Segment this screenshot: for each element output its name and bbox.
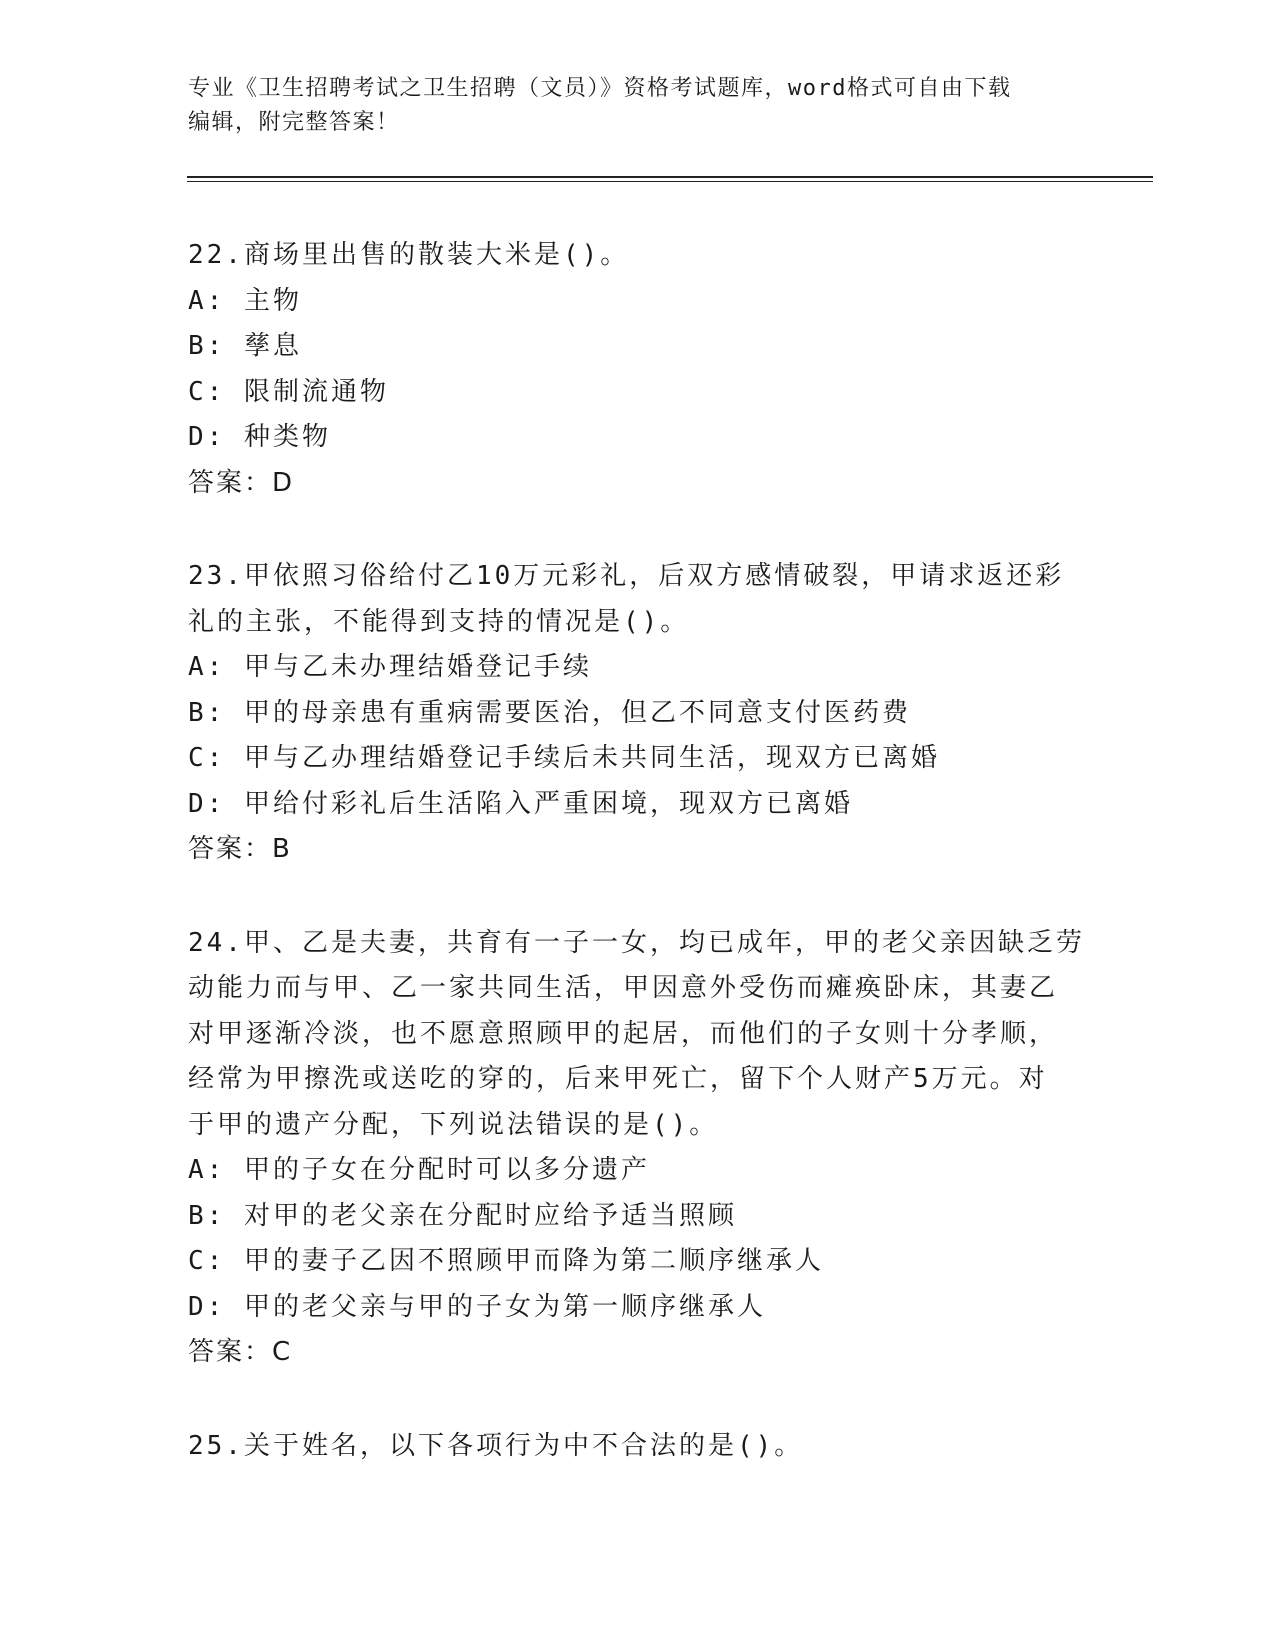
header-divider <box>187 176 1153 182</box>
header-line-1: 专业《卫生招聘考试之卫生招聘（文员）》资格考试题库，word格式可自由下载 <box>188 76 1012 101</box>
stem-line: 24.甲、乙是夫妻，共育有一子一女，均已成年，甲的老父亲因缺乏劳 <box>188 927 1085 958</box>
question-stem <box>188 1424 1088 1470</box>
question-25 <box>188 1424 1088 1470</box>
option-d: D: 种类物 <box>188 422 331 452</box>
header-line-2: 编辑，附完整答案！ <box>188 110 400 135</box>
option-a: A: 甲的子女在分配时可以多分遗产 <box>188 1155 650 1185</box>
question-24 <box>188 921 1088 1376</box>
stem-line: 礼的主张，不能得到支持的情况是()。 <box>188 606 690 637</box>
option-d: D: 甲的老父亲与甲的子女为第一顺序继承人 <box>188 1291 766 1322</box>
question-stem <box>188 554 1088 645</box>
question-stem <box>188 921 1088 1149</box>
option-d: D: 甲给付彩礼后生活陷入严重困境，现双方已离婚 <box>188 788 853 819</box>
question-list <box>188 233 1088 1517</box>
stem-line: 经常为甲擦洗或送吃的穿的，后来甲死亡，留下个人财产5万元。对 <box>188 1064 1048 1094</box>
question-22 <box>188 233 1088 506</box>
question-stem <box>188 233 1088 279</box>
option-b: B: 甲的母亲患有重病需要医治，但乙不同意支付医药费 <box>188 697 911 728</box>
option-c: C: 甲与乙办理结婚登记手续后未共同生活，现双方已离婚 <box>188 743 940 773</box>
option-a: A: 甲与乙未办理结婚登记手续 <box>188 652 592 682</box>
option-c: C: 甲的妻子乙因不照顾甲而降为第二顺序继承人 <box>188 1246 824 1276</box>
option-a: A: 主物 <box>188 285 302 316</box>
document-header <box>188 72 1068 140</box>
stem-line: 23.甲依照习俗给付乙10万元彩礼，后双方感情破裂，甲请求返还彩 <box>188 561 1065 591</box>
option-c: C: 限制流通物 <box>188 376 389 407</box>
option-b: B: 孳息 <box>188 331 302 361</box>
stem-line: 动能力而与甲、乙一家共同生活，甲因意外受伤而瘫痪卧床，其妻乙 <box>188 973 1059 1003</box>
stem-line: 25.关于姓名，以下各项行为中不合法的是()。 <box>188 1430 804 1461</box>
question-23 <box>188 554 1088 873</box>
stem-line: 22.商场里出售的散装大米是()。 <box>188 240 630 270</box>
stem-line: 于甲的遗产分配，下列说法错误的是()。 <box>188 1109 719 1140</box>
option-b: B: 对甲的老父亲在分配时应给予适当照顾 <box>188 1200 737 1231</box>
answer-label: 答案：B <box>188 834 292 864</box>
stem-line: 对甲逐渐冷淡，也不愿意照顾甲的起居，而他们的子女则十分孝顺， <box>188 1018 1059 1049</box>
answer-label: 答案：C <box>188 1337 293 1367</box>
answer-label: 答案：D <box>188 467 295 498</box>
